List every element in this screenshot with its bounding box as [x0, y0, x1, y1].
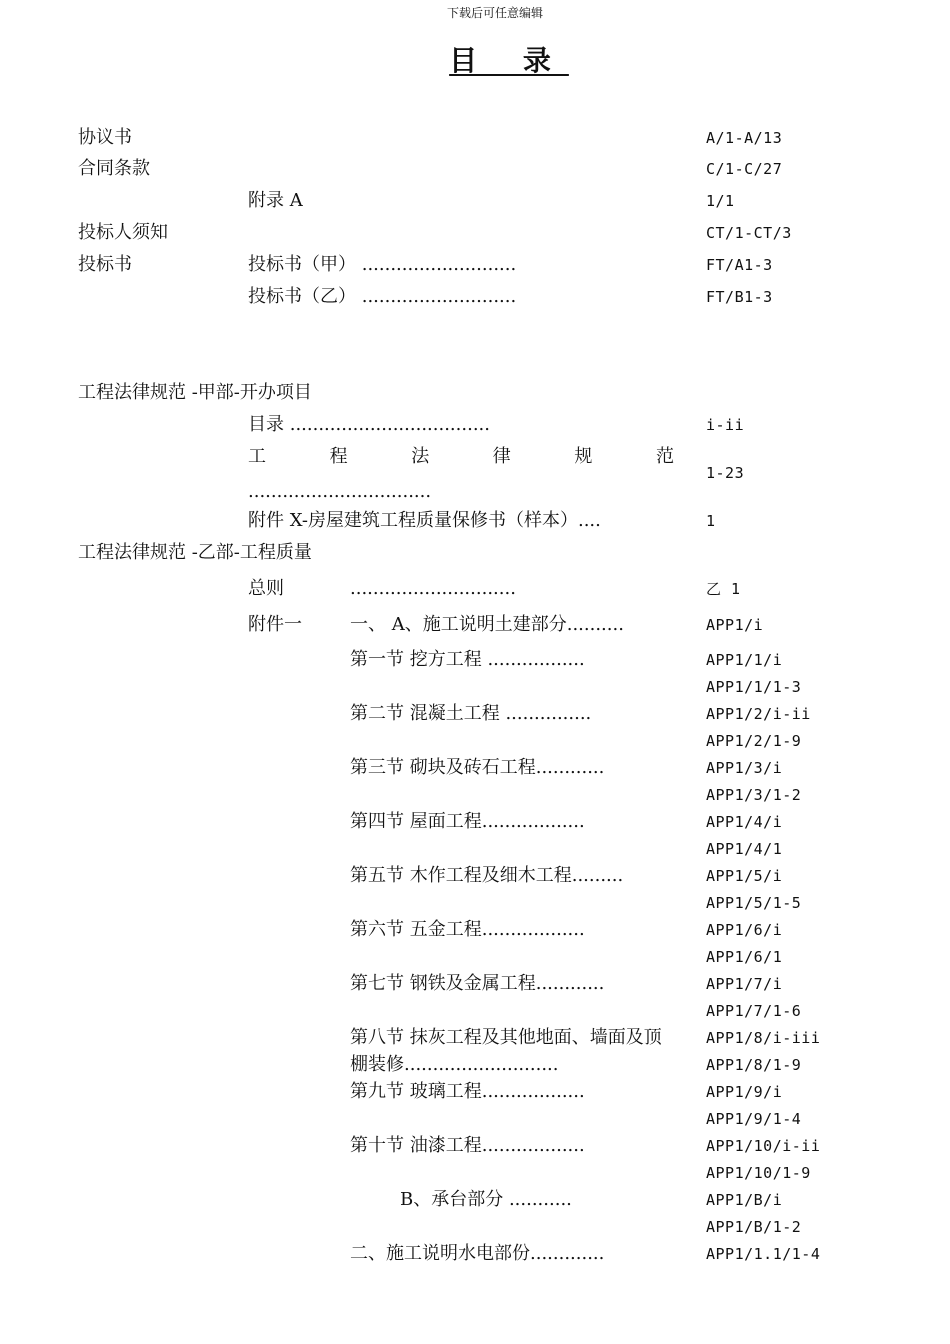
- toc-entry-lv2: 第三节 砌块及砖石工程............: [350, 757, 605, 778]
- toc-entry-lv2: 第一节 挖方工程 .................: [350, 649, 585, 670]
- toc-page-ref: APP1/7/i: [706, 975, 783, 993]
- toc-page-ref: APP1/4/1: [706, 840, 783, 858]
- toc-entry-lv3: B、承台部分 ...........: [400, 1189, 572, 1210]
- page-title: [0, 44, 950, 77]
- toc-entry-lv0: 合同条款: [78, 158, 150, 179]
- toc-page-ref: APP1/i: [706, 616, 764, 634]
- toc-entry-lv1: 附录 A: [248, 190, 303, 211]
- toc-page-ref: APP1/8/i-iii: [706, 1029, 821, 1047]
- toc-entry-lv2: 二、施工说明水电部份.............: [350, 1243, 605, 1264]
- toc-page-ref: APP1/8/1-9: [706, 1056, 802, 1074]
- toc-entry-lv1: 总则: [248, 578, 284, 599]
- toc-page-ref: APP1/5/1-5: [706, 894, 802, 912]
- toc-entry-lv2: 第十节 油漆工程..................: [350, 1135, 585, 1156]
- toc-entry-lv2: 棚装修...........................: [350, 1054, 559, 1075]
- toc-entry-lv1: 附件一: [248, 614, 302, 635]
- toc-page-ref: APP1/6/1: [706, 948, 783, 966]
- toc-entry-lv2: 第四节 屋面工程..................: [350, 811, 585, 832]
- toc-page-ref: 1: [706, 512, 716, 530]
- spread-title-char: 规: [574, 446, 593, 467]
- toc-page-ref: APP1/9/i: [706, 1083, 783, 1101]
- toc-page-ref: APP1/B/1-2: [706, 1218, 802, 1236]
- page-header: 下载后可任意编辑: [446, 6, 543, 20]
- toc-page-ref: APP1/7/1-6: [706, 1002, 802, 1020]
- toc-entry-lv1: 附件 X-房屋建筑工程质量保修书（样本）....: [248, 510, 601, 531]
- toc-entry-lv1: 目录 ...................................: [248, 414, 490, 435]
- toc-entry-lv0: 协议书: [78, 127, 132, 148]
- toc-page-ref: FT/A1-3: [706, 256, 773, 274]
- toc-entry-lv2: .............................: [350, 578, 516, 599]
- spread-title-char: 法: [411, 446, 430, 467]
- toc-page-ref: APP1/1/i: [706, 651, 783, 669]
- toc-entry-lv2: 第九节 玻璃工程..................: [350, 1081, 585, 1102]
- toc-page-ref: 1-23: [706, 464, 745, 482]
- toc-page-ref: APP1/10/1-9: [706, 1164, 811, 1182]
- toc-page-ref: 1/1: [706, 192, 735, 210]
- toc-page-ref: APP1/2/i-ii: [706, 705, 811, 723]
- toc-entry-lv0: 投标人须知: [78, 222, 168, 243]
- toc-entry-lv0: 投标书: [78, 254, 132, 275]
- toc-entry-lv0: 工程法律规范 -甲部-开办项目: [78, 382, 312, 403]
- toc-entry-lv0: 工程法律规范 -乙部-工程质量: [78, 542, 312, 563]
- toc-page-ref: APP1/4/i: [706, 813, 783, 831]
- toc-page-ref: APP1/3/i: [706, 759, 783, 777]
- toc-page-ref: C/1-C/27: [706, 160, 783, 178]
- toc-page-ref: i-ii: [706, 416, 745, 434]
- spread-title-char: 程: [329, 446, 348, 467]
- toc-entry-lv2: 第二节 混凝土工程 ...............: [350, 703, 592, 724]
- toc-entry-lv1: ................................: [248, 481, 432, 502]
- toc-page-ref: APP1/B/i: [706, 1191, 783, 1209]
- toc-entry-lv2: 第七节 钢铁及金属工程............: [350, 973, 605, 994]
- toc-page-ref: APP1/1/1-3: [706, 678, 802, 696]
- toc-page-ref: 乙 1: [706, 580, 741, 598]
- spread-title-char: 律: [492, 446, 511, 467]
- toc-page-ref: APP1/9/1-4: [706, 1110, 802, 1128]
- toc-entry-lv2: 第五节 木作工程及细木工程.........: [350, 865, 624, 886]
- spread-title-char: 工: [248, 446, 266, 467]
- toc-entry-lv2: 一、 A、施工说明土建部分..........: [350, 614, 624, 635]
- toc-page-ref: CT/1-CT/3: [706, 224, 792, 242]
- toc-page-ref: A/1-A/13: [706, 129, 783, 147]
- toc-page-ref: APP1/5/i: [706, 867, 783, 885]
- toc-page-ref: APP1/6/i: [706, 921, 783, 939]
- spread-title-char: 范: [655, 446, 674, 467]
- toc-page-ref: APP1/1.1/1-4: [706, 1245, 821, 1263]
- spread-title-line: [248, 448, 674, 466]
- toc-entry-lv1: 投标书（乙） ...........................: [248, 286, 517, 307]
- toc-entry-lv2: 第六节 五金工程..................: [350, 919, 585, 940]
- toc-page-ref: APP1/3/1-2: [706, 786, 802, 804]
- toc-page-ref: FT/B1-3: [706, 288, 773, 306]
- toc-entry-lv1: 投标书（甲） ...........................: [248, 254, 517, 275]
- page-title-text: 目 录: [449, 44, 569, 77]
- toc-entry-lv2: 第八节 抹灰工程及其他地面、墙面及顶: [350, 1027, 662, 1048]
- toc-page-ref: APP1/2/1-9: [706, 732, 802, 750]
- toc-page-ref: APP1/10/i-ii: [706, 1137, 821, 1155]
